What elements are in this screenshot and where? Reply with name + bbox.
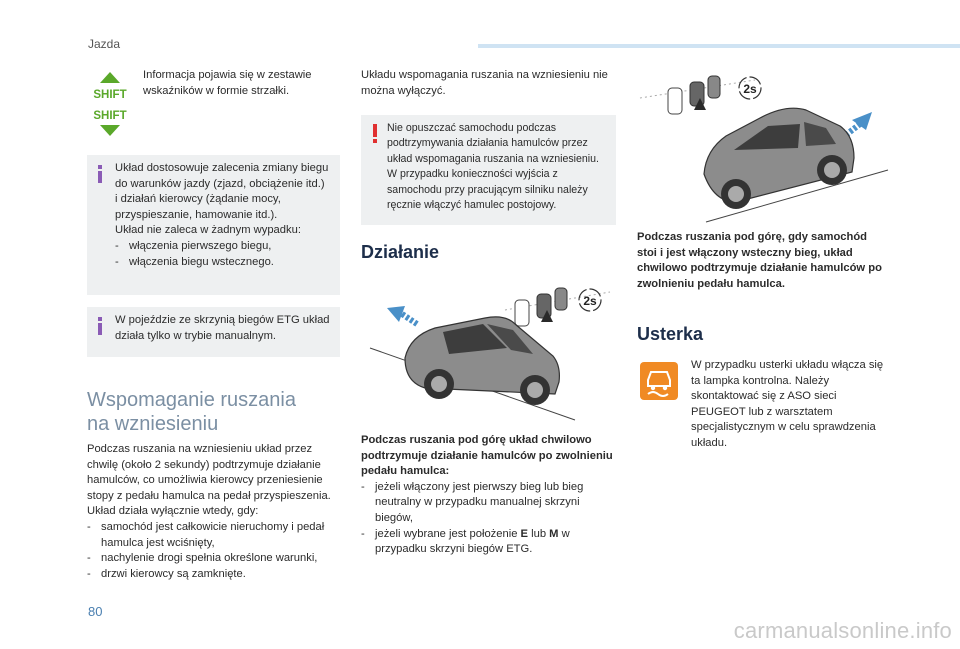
warning-box xyxy=(361,115,616,225)
info-text: Układ dostosowuje zalecenia zmiany biegu do warunków jazdy (zjazd, obciążenie itd.) i działań kierowcy (żądanie mocy, przyspieszanie, hamowanie itd.). xyxy=(115,162,329,221)
list-item: - jeżeli włączony jest pierwszy bieg lub bieg neutralny w przypadku manualnej skrzyni biegów, xyxy=(361,480,584,524)
shift-arrows-icon xyxy=(90,72,130,136)
info-box-etg xyxy=(87,307,340,357)
body-paragraph: Układ działa wyłącznie wtedy, gdy: xyxy=(87,505,259,518)
fault-description: W przypadku usterki układu włącza się ta lampka kontrolna. Należy skontaktować się z ASO sieci PEUGEOT lub z warsztatem specjalistycznym w celu sprawdzenia układu. xyxy=(691,359,884,449)
shift-description: Informacja pojawia się w zestawie wskaźników w formie strzałki. xyxy=(143,69,312,97)
list-item: - drzwi kierowcy są zamknięte. xyxy=(87,567,246,580)
header-bar xyxy=(478,44,960,48)
page-number: 80 xyxy=(88,604,103,619)
info-icon xyxy=(97,317,103,335)
middle-intro: Układu wspomagania ruszania na wzniesieniu nie można wyłączyć. xyxy=(361,69,608,97)
operation-caption: Podczas ruszania pod górę układ chwilowo podtrzymuje działanie hamulców po zwolnieniu pedału hamulca: xyxy=(361,434,613,478)
timer-badge: 2s xyxy=(743,82,757,96)
list-item: - nachylenie drogi spełnia określone warunki, xyxy=(87,552,318,565)
body-paragraph: Podczas ruszania na wzniesieniu układ przez chwilę (około 2 sekundy) podtrzymuje działanie hamulców, co umożliwia kierowcy przeniesienie stopy z pedału hamulca na pedał przyspieszenia. xyxy=(87,443,331,502)
section-heading-operation: Działanie xyxy=(361,242,440,262)
page-title: Wspomaganie ruszania na wzniesieniu xyxy=(87,389,296,435)
shift-up-label: SHIFT xyxy=(93,89,127,101)
watermark: carmanualsonline.info xyxy=(733,618,952,643)
car-uphill-forward-illustration xyxy=(365,278,615,428)
warning-icon xyxy=(372,124,378,144)
list-item: - samochód jest całkowicie nieruchomy i pedał hamulca jest wciśnięty, xyxy=(87,520,325,549)
timer-2s-icon xyxy=(579,289,601,311)
list-item: - jeżeli wybrane jest położenie E lub M w przypadku skrzyni biegów ETG. xyxy=(361,527,570,556)
hill-assist-fault-warning-icon xyxy=(640,362,678,400)
shift-indicator xyxy=(90,72,130,136)
info-text: W pojeździe ze skrzynią biegów ETG układ działa tylko w trybie manualnym. xyxy=(115,314,330,342)
car-uphill-reverse-illustration xyxy=(630,66,890,226)
hill-assist-body xyxy=(87,442,345,582)
warning-text: Nie opuszczać samochodu podczas podtrzymywania działania hamulców przez układ wspomagania ruszania na wzniesieniu. W przypadku konieczności wyjścia z samochodu przy pracującym silniku należy ręcznie włączyć hamulec postojowy. xyxy=(387,122,599,212)
section-heading-fault: Usterka xyxy=(637,324,704,344)
pedals-icon xyxy=(515,288,567,326)
direction-arrow-icon xyxy=(387,306,417,324)
info-box-gear-advice xyxy=(87,155,340,295)
timer-badge: 2s xyxy=(583,294,597,308)
section-label: Jazda xyxy=(88,37,121,51)
car-icon xyxy=(405,317,559,405)
shift-down-label: SHIFT xyxy=(93,110,127,122)
list-item: - włączenia biegu wstecznego. xyxy=(115,255,274,268)
reverse-caption: Podczas ruszania pod górę, gdy samochód stoi i jest włączony wsteczny bieg, układ chwilowo podtrzymuje działanie hamulców po zwolnieniu pedału hamulca. xyxy=(637,231,882,290)
operation-caption-block xyxy=(361,433,619,558)
pedals-icon xyxy=(668,76,720,114)
info-text: Układ nie zaleca w żadnym wypadku: xyxy=(115,224,301,237)
car-icon xyxy=(704,108,854,209)
info-icon xyxy=(97,165,103,183)
list-item: - włączenia pierwszego biegu, xyxy=(115,239,272,252)
